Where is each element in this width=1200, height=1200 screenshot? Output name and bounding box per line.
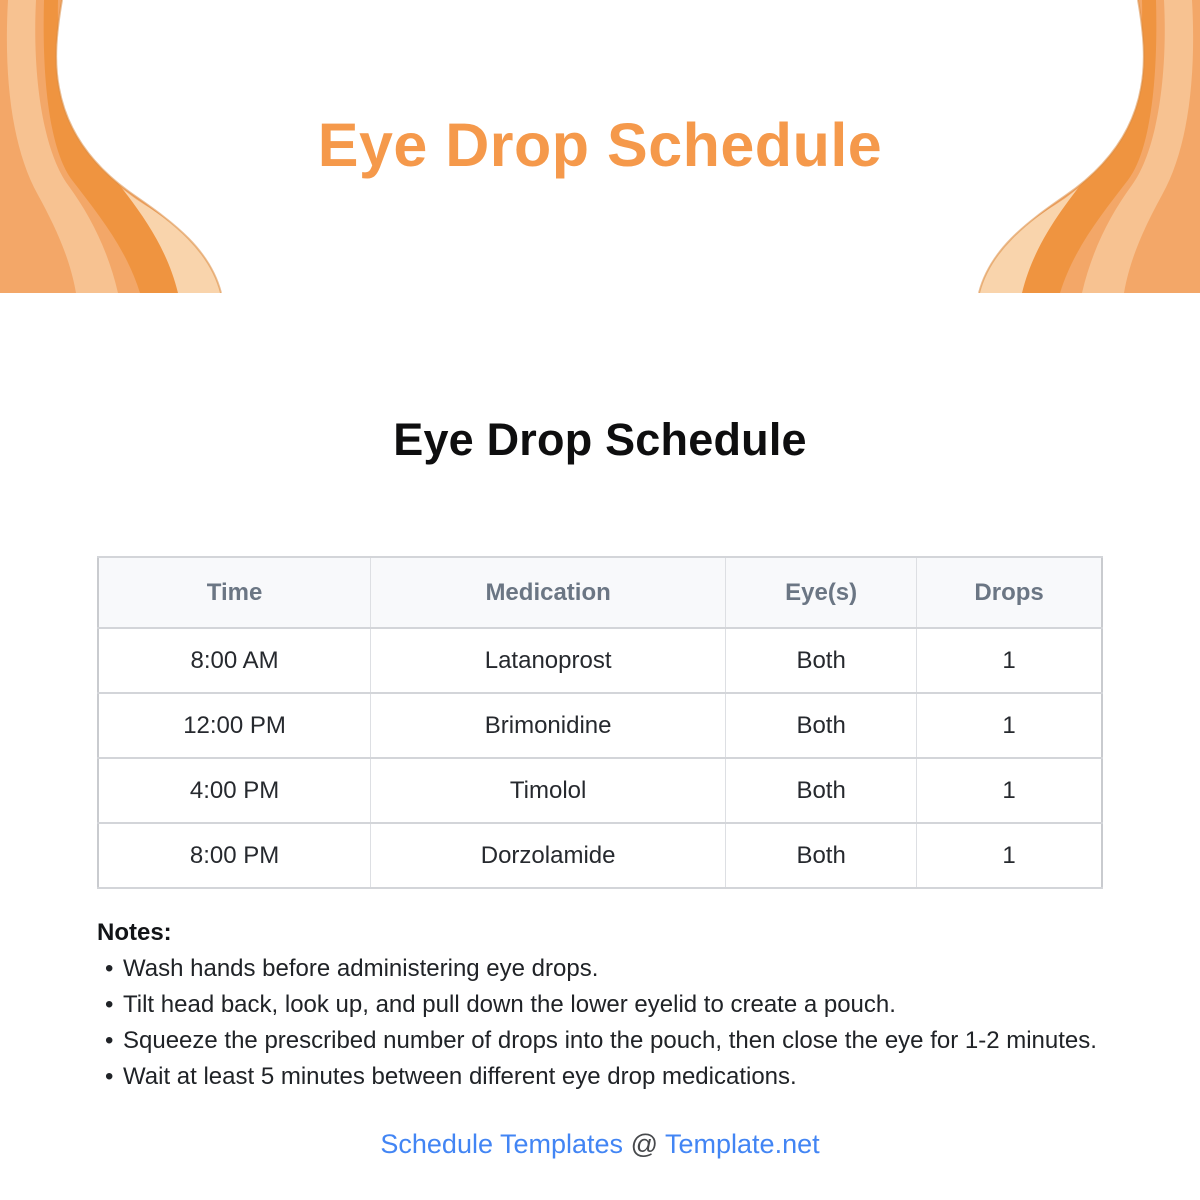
cell-time: 8:00 AM [98, 628, 371, 693]
cell-time: 4:00 PM [98, 758, 371, 823]
cell-medication: Latanoprost [371, 628, 726, 693]
banner-title: Eye Drop Schedule [317, 111, 883, 179]
column-header-medication: Medication [371, 557, 726, 628]
table-header-row [98, 557, 1102, 628]
table-row [98, 693, 1102, 758]
cell-medication: Dorzolamide [371, 823, 726, 888]
footer-separator: @ [630, 1129, 658, 1159]
footer-attribution [97, 1129, 1103, 1160]
cell-eyes: Both [726, 823, 917, 888]
note-item: • Tilt head back, look up, and pull down the lower eyelid to create a pouch. [97, 987, 1103, 1023]
cell-drops: 1 [917, 628, 1102, 693]
cell-drops: 1 [917, 758, 1102, 823]
note-item: • Wait at least 5 minutes between different eye drop medications. [97, 1059, 1103, 1095]
eye-drop-schedule-table [97, 556, 1103, 889]
document-body [97, 414, 1103, 1160]
note-item: • Squeeze the prescribed number of drops into the pouch, then close the eye for 1-2 minutes. [97, 1023, 1103, 1059]
cell-time: 12:00 PM [98, 693, 371, 758]
column-header-drops: Drops [917, 557, 1102, 628]
notes-section [97, 915, 1103, 1095]
cell-medication: Brimonidine [371, 693, 726, 758]
cell-eyes: Both [726, 758, 917, 823]
notes-list [97, 951, 1103, 1095]
cell-medication: Timolol [371, 758, 726, 823]
table-row [98, 823, 1102, 888]
table-row [98, 758, 1102, 823]
document-title: Eye Drop Schedule [393, 414, 807, 465]
column-header-eyes: Eye(s) [726, 557, 917, 628]
column-header-time: Time [98, 557, 371, 628]
cell-drops: 1 [917, 823, 1102, 888]
cell-eyes: Both [726, 693, 917, 758]
note-item: • Wash hands before administering eye drops. [97, 951, 1103, 987]
template-net-link[interactable]: Template.net [665, 1129, 820, 1159]
table-row [98, 628, 1102, 693]
schedule-templates-link[interactable]: Schedule Templates [380, 1129, 624, 1159]
notes-label: Notes: [97, 919, 172, 946]
cell-time: 8:00 PM [98, 823, 371, 888]
cell-drops: 1 [917, 693, 1102, 758]
cell-eyes: Both [726, 628, 917, 693]
